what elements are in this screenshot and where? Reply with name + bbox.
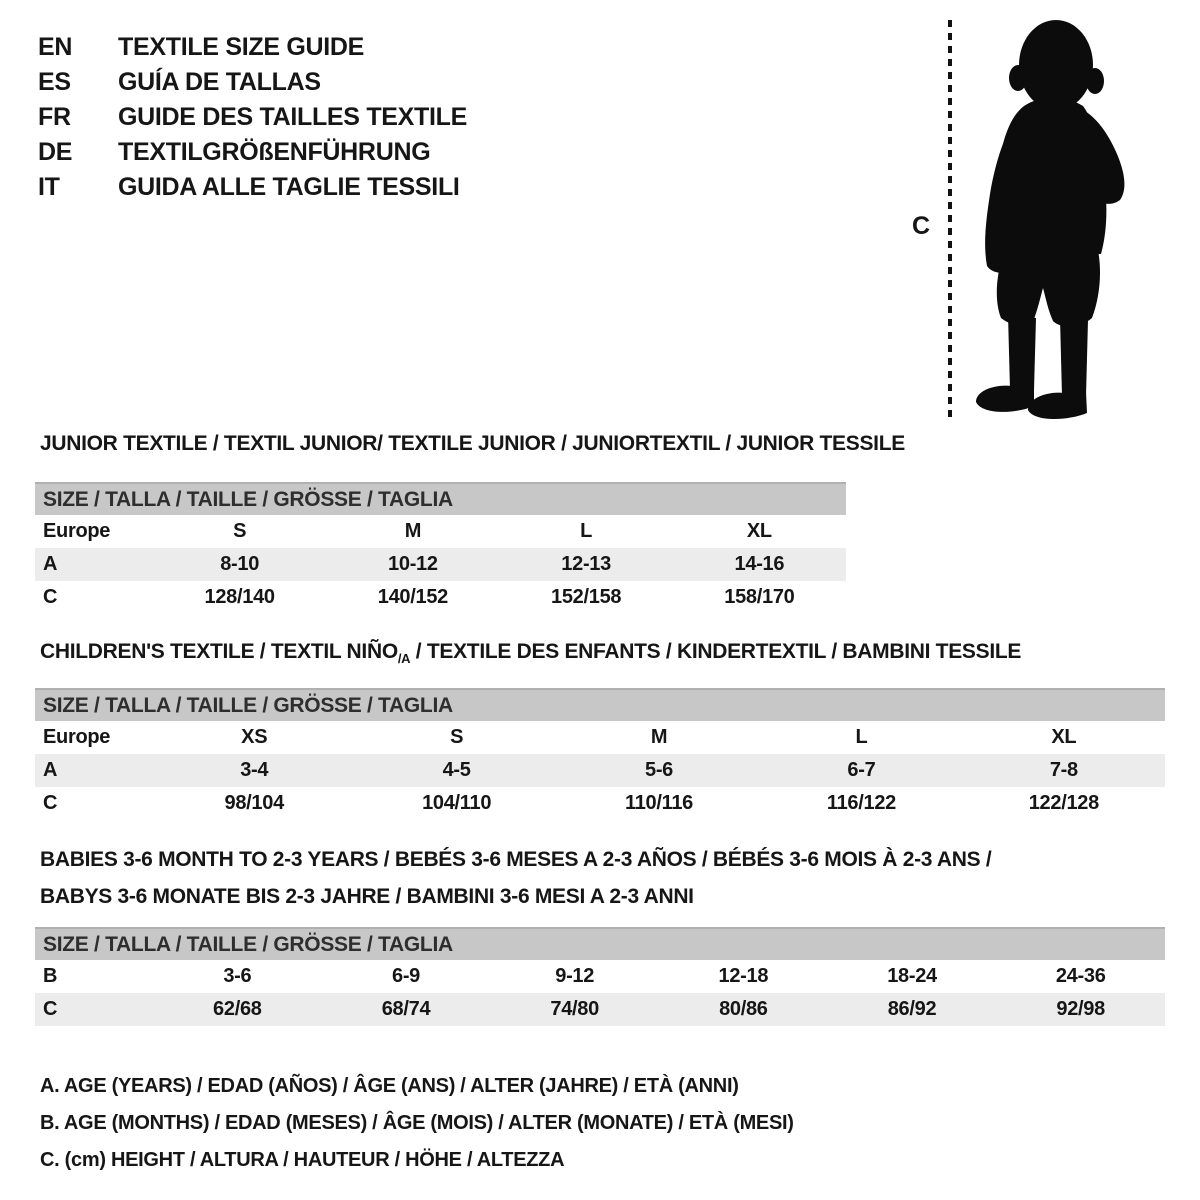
- size-value: M: [404, 520, 422, 542]
- age-value: 3-4: [240, 759, 269, 781]
- babies-heading-line2: BABYS 3-6 MONATE BIS 2-3 JAHRE / BAMBINI 3-6 MESI A 2-3 ANNI: [40, 885, 694, 908]
- language-code: ES: [38, 68, 71, 96]
- language-code: IT: [38, 173, 60, 201]
- children-heading-rest: / TEXTILE DES ENFANTS / KINDERTEXTIL / BAMBINI TESSILE: [410, 640, 1022, 663]
- months-value: 12-18: [718, 965, 769, 987]
- guide-title-en: TEXTILE SIZE GUIDE: [118, 33, 365, 61]
- row-label: C: [43, 998, 58, 1020]
- language-code: DE: [38, 138, 73, 166]
- guide-title-it: GUIDA ALLE TAGLIE TESSILI: [118, 173, 460, 201]
- children-section-heading: [40, 640, 1021, 664]
- babies-section-heading: [40, 841, 991, 915]
- babies-size-table: [35, 927, 1165, 1026]
- height-value: 62/68: [213, 998, 262, 1020]
- table-row-age: [35, 548, 846, 581]
- table-row-europe: [35, 515, 846, 548]
- toddler-silhouette-icon: [966, 18, 1142, 420]
- row-label: Europe: [43, 726, 111, 748]
- size-value: M: [650, 726, 668, 748]
- junior-size-table: [35, 482, 846, 614]
- guide-title-fr: GUIDE DES TAILLES TEXTILE: [118, 103, 468, 131]
- children-heading-main: CHILDREN'S TEXTILE / TEXTIL NIÑO: [40, 640, 398, 663]
- junior-size-header: SIZE / TALLA / TAILLE / GRÖSSE / TAGLIA: [35, 482, 846, 515]
- size-value: S: [233, 520, 247, 542]
- table-row-europe: [35, 721, 1165, 754]
- age-value: 12-13: [561, 553, 611, 575]
- age-value: 7-8: [1049, 759, 1078, 781]
- row-label: C: [43, 792, 58, 814]
- children-heading-subscript: /A: [397, 651, 411, 666]
- height-value: 68/74: [381, 998, 431, 1020]
- row-label: A: [43, 553, 58, 575]
- height-measure-label: C: [912, 212, 930, 240]
- age-value: 14-16: [734, 553, 785, 575]
- height-value: 80/86: [719, 998, 768, 1020]
- language-code: EN: [38, 33, 73, 61]
- age-value: 4-5: [442, 759, 471, 781]
- table-row-height: [35, 993, 1165, 1026]
- height-value: 92/98: [1056, 998, 1105, 1020]
- height-value: 152/158: [551, 586, 622, 608]
- size-value: L: [580, 520, 593, 542]
- children-size-table: [35, 688, 1165, 820]
- height-value: 110/116: [625, 792, 694, 814]
- height-value: 74/80: [550, 998, 599, 1020]
- months-value: 3-6: [223, 965, 252, 987]
- size-value: L: [855, 726, 868, 748]
- height-value: 104/110: [422, 792, 492, 814]
- months-value: 6-9: [392, 965, 421, 987]
- language-row-es: [38, 65, 467, 100]
- babies-heading-line1: BABIES 3-6 MONTH TO 2-3 YEARS / BEBÉS 3-6 MESES A 2-3 AÑOS / BÉBÉS 3-6 MOIS À 2-3 ANS /: [40, 848, 992, 871]
- height-value: 86/92: [887, 998, 937, 1020]
- language-row-en: [38, 30, 467, 65]
- age-value: 5-6: [645, 759, 674, 781]
- guide-title-es: GUÍA DE TALLAS: [118, 68, 321, 96]
- row-label: B: [43, 965, 58, 987]
- height-value: 128/140: [204, 586, 275, 608]
- babies-size-header: SIZE / TALLA / TAILLE / GRÖSSE / TAGLIA: [35, 927, 1165, 960]
- legend-line-a: A. AGE (YEARS) / EDAD (AÑOS) / ÂGE (ANS) / ALTER (JAHRE) / ETÀ (ANNI): [40, 1075, 739, 1097]
- height-value: 98/104: [224, 792, 284, 814]
- age-value: 8-10: [220, 553, 260, 575]
- height-value: 140/152: [377, 586, 448, 608]
- height-measure-line: [948, 20, 952, 418]
- height-value: 122/128: [1028, 792, 1099, 814]
- row-label: A: [43, 759, 58, 781]
- table-row-age: [35, 754, 1165, 787]
- language-list: [38, 30, 467, 205]
- height-value: 116/122: [826, 792, 896, 814]
- legend-line-b: B. AGE (MONTHS) / EDAD (MESES) / ÂGE (MOIS) / ALTER (MONATE) / ETÀ (MESI): [40, 1112, 794, 1134]
- age-value: 6-7: [847, 759, 876, 781]
- age-value: 10-12: [388, 553, 438, 575]
- guide-title-de: TEXTILGRÖßENFÜHRUNG: [118, 138, 431, 166]
- table-row-height: [35, 581, 846, 614]
- row-label: Europe: [43, 520, 111, 542]
- size-value: XL: [1051, 726, 1077, 748]
- height-value: 158/170: [724, 586, 795, 608]
- table-row-age-months: [35, 960, 1165, 993]
- language-row-fr: [38, 100, 467, 135]
- legend-line-c: C. (cm) HEIGHT / ALTURA / HAUTEUR / HÖHE / ALTEZZA: [40, 1149, 565, 1171]
- months-value: 24-36: [1055, 965, 1106, 987]
- language-row-de: [38, 135, 467, 170]
- measure-legend: [40, 1068, 794, 1179]
- language-code: FR: [38, 103, 71, 131]
- language-row-it: [38, 170, 467, 205]
- size-value: S: [450, 726, 464, 748]
- children-size-header: SIZE / TALLA / TAILLE / GRÖSSE / TAGLIA: [35, 688, 1165, 721]
- size-value: XS: [241, 726, 268, 748]
- junior-section-heading: JUNIOR TEXTILE / TEXTIL JUNIOR/ TEXTILE JUNIOR / JUNIORTEXTIL / JUNIOR TESSILE: [40, 432, 905, 455]
- row-label: C: [43, 586, 58, 608]
- table-row-height: [35, 787, 1165, 820]
- months-value: 9-12: [555, 965, 595, 987]
- size-value: XL: [746, 520, 772, 542]
- months-value: 18-24: [887, 965, 937, 987]
